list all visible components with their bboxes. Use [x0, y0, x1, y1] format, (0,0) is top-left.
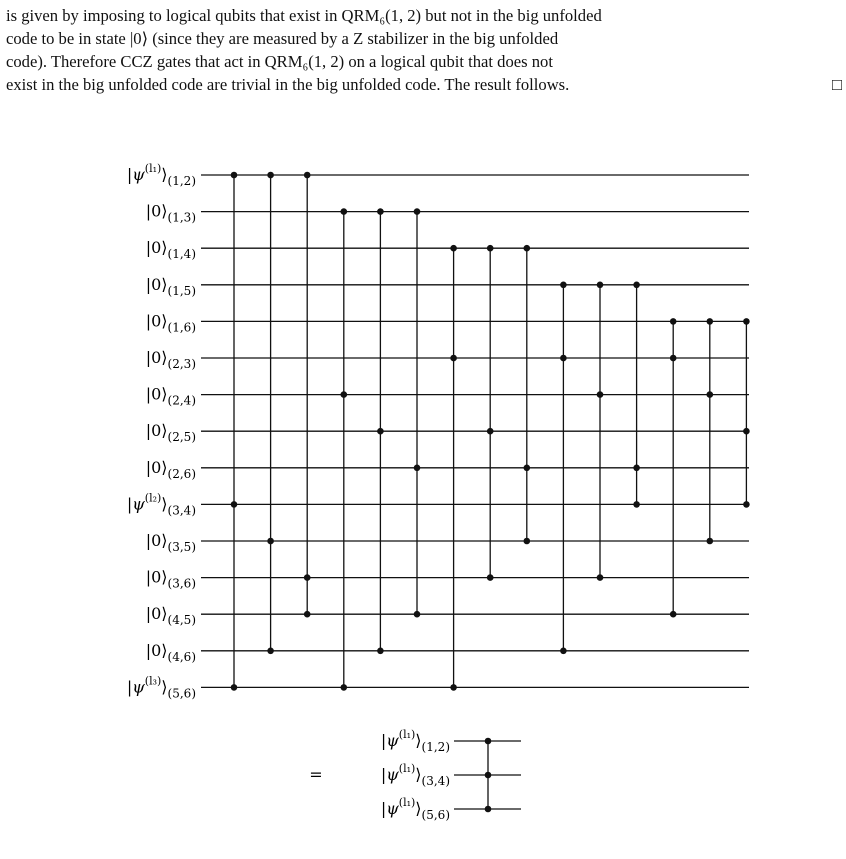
- equivalent-circuit: [309, 728, 521, 822]
- wire-label: $|0⟩_{(3,5)}$: [145, 531, 196, 554]
- control-dot: [633, 501, 640, 508]
- control-dot: [560, 282, 567, 289]
- paragraph-line: exist in the big unfolded code are trivial in the big unfolded code. The result follows.: [6, 75, 570, 94]
- wire-label: $|\psi^{(l_3)}⟩_{(5,6)}$: [126, 674, 196, 701]
- control-dot: [231, 684, 238, 691]
- wire-label: $|\psi^{(l_1)}⟩_{(3,4)}$: [380, 762, 450, 788]
- paragraph-line: code). Therefore CCZ gates that act in QRM₆(1, 2) on a logical qubit that does not: [6, 52, 553, 71]
- wire-label: $|0⟩_{(2,3)}$: [145, 348, 196, 371]
- control-dot: [670, 355, 677, 362]
- wire-label: $|\psi^{(l_1)}⟩_{(1,2)}$: [380, 728, 450, 754]
- wire-label: $|0⟩_{(2,5)}$: [145, 421, 196, 445]
- control-dot: [414, 465, 421, 472]
- wire-label: $|0⟩_{(2,6)}$: [145, 457, 196, 481]
- control-dot: [304, 611, 311, 618]
- control-dot: [267, 172, 274, 179]
- control-dot: [560, 355, 567, 362]
- control-dot: [707, 538, 714, 545]
- control-dot: [707, 391, 714, 398]
- control-dot: [743, 501, 750, 508]
- control-dot: [450, 245, 457, 252]
- control-dot: [487, 574, 494, 581]
- wire-label: $|0⟩_{(4,5)}$: [145, 604, 196, 628]
- wire-label: $|0⟩_{(1,6)}$: [145, 311, 196, 335]
- control-dot: [450, 684, 457, 691]
- control-dot: [487, 245, 494, 252]
- control-dot: [487, 428, 494, 435]
- control-dot: [450, 355, 457, 362]
- control-dot: [341, 391, 348, 398]
- equals-sign: =: [309, 765, 323, 784]
- wire-label: $|\psi^{(l_1)}⟩_{(1,2)}$: [126, 162, 196, 188]
- control-dot: [560, 648, 567, 655]
- control-dot: [670, 318, 677, 325]
- wire-label: $|0⟩_{(3,6)}$: [145, 567, 196, 591]
- paragraph-line: is given by imposing to logical qubits that exist in QRM₆(1, 2) but not in the big unfolded: [6, 6, 602, 25]
- control-dot: [377, 648, 384, 655]
- control-dot: [707, 318, 714, 325]
- control-dot: [341, 208, 348, 215]
- wire-label: $|\psi^{(l_2)}⟩_{(3,4)}$: [126, 491, 196, 518]
- wire-label: $|\psi^{(l_1)}⟩_{(5,6)}$: [380, 796, 450, 822]
- control-dot: [743, 428, 750, 435]
- wire-label: $|0⟩_{(4,6)}$: [145, 640, 196, 664]
- control-dot: [597, 391, 604, 398]
- control-dot: [524, 245, 531, 252]
- control-dot: [524, 465, 531, 472]
- control-dot: [414, 208, 421, 215]
- control-dot: [597, 574, 604, 581]
- control-dot: [267, 538, 274, 545]
- control-dot: [304, 574, 311, 581]
- main-circuit: [127, 162, 750, 700]
- paragraph-line: code to be in state |0⟩ (since they are measured by a Z stabilizer in the big unfolded: [6, 29, 559, 48]
- control-dot: [633, 465, 640, 472]
- control-dot: [377, 428, 384, 435]
- control-dot: [524, 538, 531, 545]
- wire-label: $|0⟩_{(1,4)}$: [145, 238, 196, 262]
- wire-label: $|0⟩_{(2,4)}$: [145, 384, 196, 408]
- wire-label: $|0⟩_{(1,3)}$: [145, 201, 196, 225]
- control-dot: [304, 172, 311, 179]
- qed-symbol: □: [831, 75, 842, 94]
- control-dot: [670, 611, 677, 618]
- control-dot: [743, 318, 750, 325]
- control-dot: [414, 611, 421, 618]
- control-dot: [231, 501, 238, 508]
- control-dot: [377, 208, 384, 215]
- control-dot: [231, 172, 238, 179]
- control-dot: [597, 282, 604, 289]
- control-dot: [341, 684, 348, 691]
- control-dot: [633, 282, 640, 289]
- control-dot: [267, 648, 274, 655]
- wire-label: $|0⟩_{(1,5)}$: [145, 274, 196, 298]
